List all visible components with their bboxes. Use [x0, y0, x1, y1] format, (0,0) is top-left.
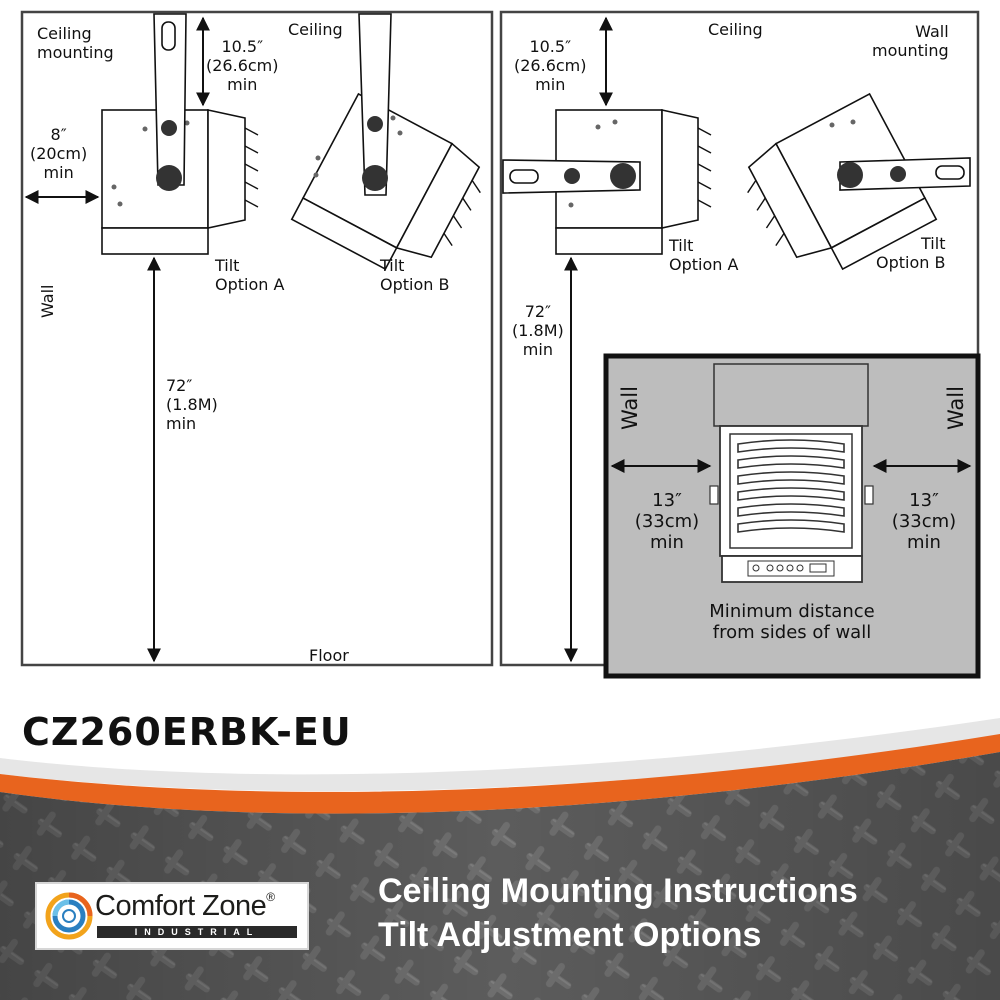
ceiling-mounting-label: Ceiling mounting	[37, 24, 114, 62]
right-tilt-b-label: Tilt Option B	[876, 234, 946, 272]
right-ceiling-label: Ceiling	[708, 20, 763, 39]
inset-wall-right-label: Wall	[944, 386, 968, 430]
footer-title-line1: Ceiling Mounting Instructions	[378, 872, 858, 910]
footer-banner	[0, 718, 1000, 1000]
brand-sub: INDUSTRIAL	[97, 926, 297, 938]
right-floor-clearance-label: 72″ (1.8M) min	[512, 302, 564, 359]
left-floor-clearance-label: 72″ (1.8M) min	[166, 376, 218, 433]
brand-name-text: Comfort Zone	[95, 890, 267, 922]
left-wall-label: Wall	[38, 284, 57, 318]
model-number: CZ260ERBK-EU	[22, 710, 352, 754]
inset-caption: Minimum distance from sides of wall	[709, 601, 875, 643]
floor-label: Floor	[309, 646, 349, 665]
footer-title-line2: Tilt Adjustment Options	[378, 916, 762, 954]
comfort-zone-swirl-icon	[43, 890, 95, 942]
comfort-zone-logo	[35, 882, 309, 950]
left-tilt-b-label: Tilt Option B	[380, 256, 450, 294]
left-tilt-a-label: Tilt Option A	[215, 256, 285, 294]
inset-wall-left-label: Wall	[618, 386, 642, 430]
inset-left-clearance-label: 13″ (33cm) min	[634, 490, 700, 553]
left-top-clearance-label: 10.5″ (26.6cm) min	[206, 37, 279, 94]
brand-registered-mark: ®	[266, 890, 275, 904]
heater-icon	[710, 426, 873, 582]
left-wall-clearance-label: 8″ (20cm) min	[30, 125, 88, 182]
right-top-clearance-label: 10.5″ (26.6cm) min	[514, 37, 587, 94]
right-tilt-a-label: Tilt Option A	[669, 236, 739, 274]
bracket-knob-icon	[161, 120, 177, 136]
brand-name	[95, 890, 275, 923]
inset-right-clearance-label: 13″ (33cm) min	[891, 490, 957, 553]
wall-mounting-label: Wall mounting	[872, 22, 949, 60]
left-panel-frame	[22, 12, 492, 665]
heater-tilt-a-wall	[503, 110, 711, 254]
left-ceiling-label: Ceiling	[288, 20, 343, 39]
